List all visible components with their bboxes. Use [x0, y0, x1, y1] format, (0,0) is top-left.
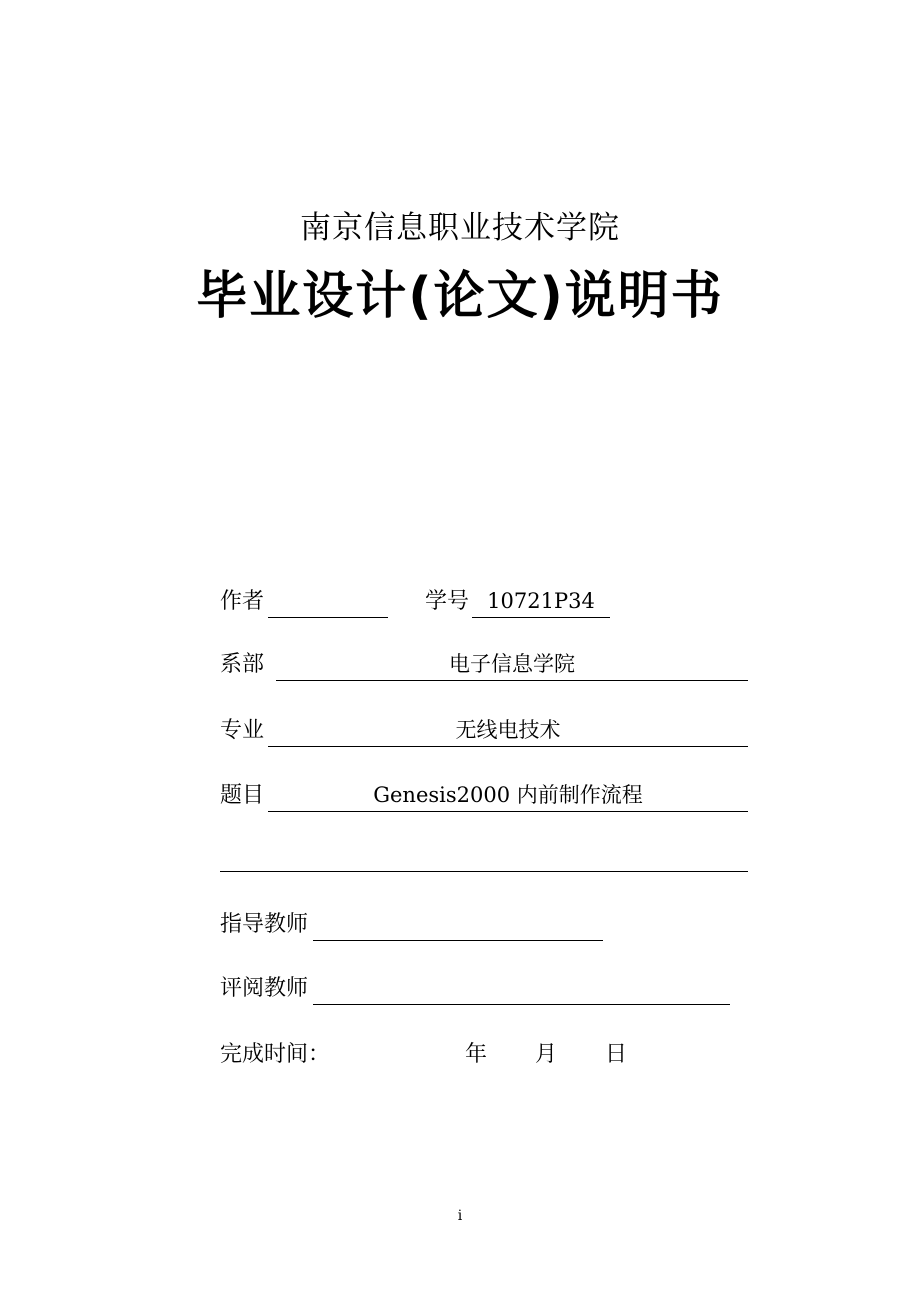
month-label: 月 — [535, 1042, 558, 1067]
topic-row-2 — [220, 839, 750, 873]
document-title: 毕业设计(论文)说明书 — [196, 267, 724, 326]
reviewer-label: 评阅教师 — [220, 976, 309, 1001]
department-field: 电子信息学院 — [276, 648, 748, 681]
page-number: i — [457, 1208, 463, 1224]
reviewer-field — [313, 972, 730, 1005]
school-name: 南京信息职业技术学院 — [300, 210, 620, 246]
department-label: 系部 — [220, 652, 265, 677]
department-row — [220, 648, 750, 682]
author-row — [220, 585, 640, 619]
topic-row — [220, 779, 750, 813]
author-field — [268, 585, 388, 618]
advisor-field — [313, 908, 603, 941]
topic-label: 题目 — [220, 783, 265, 808]
reviewer-row — [220, 972, 740, 1006]
completion-row — [220, 1038, 640, 1072]
completion-label: 完成时间： — [220, 1042, 331, 1067]
topic-field-line2 — [220, 839, 748, 872]
major-field: 无线电技术 — [268, 714, 748, 747]
student-id-field: 10721P34 — [472, 585, 610, 618]
topic-field: Genesis2000 内前制作流程 — [268, 779, 748, 812]
student-id-label: 学号 — [425, 589, 470, 614]
day-label: 日 — [605, 1042, 628, 1067]
year-label: 年 — [465, 1042, 488, 1067]
major-row — [220, 714, 750, 748]
advisor-label: 指导教师 — [220, 912, 309, 937]
author-label: 作者 — [220, 589, 265, 614]
major-label: 专业 — [220, 718, 265, 743]
advisor-row — [220, 908, 620, 942]
